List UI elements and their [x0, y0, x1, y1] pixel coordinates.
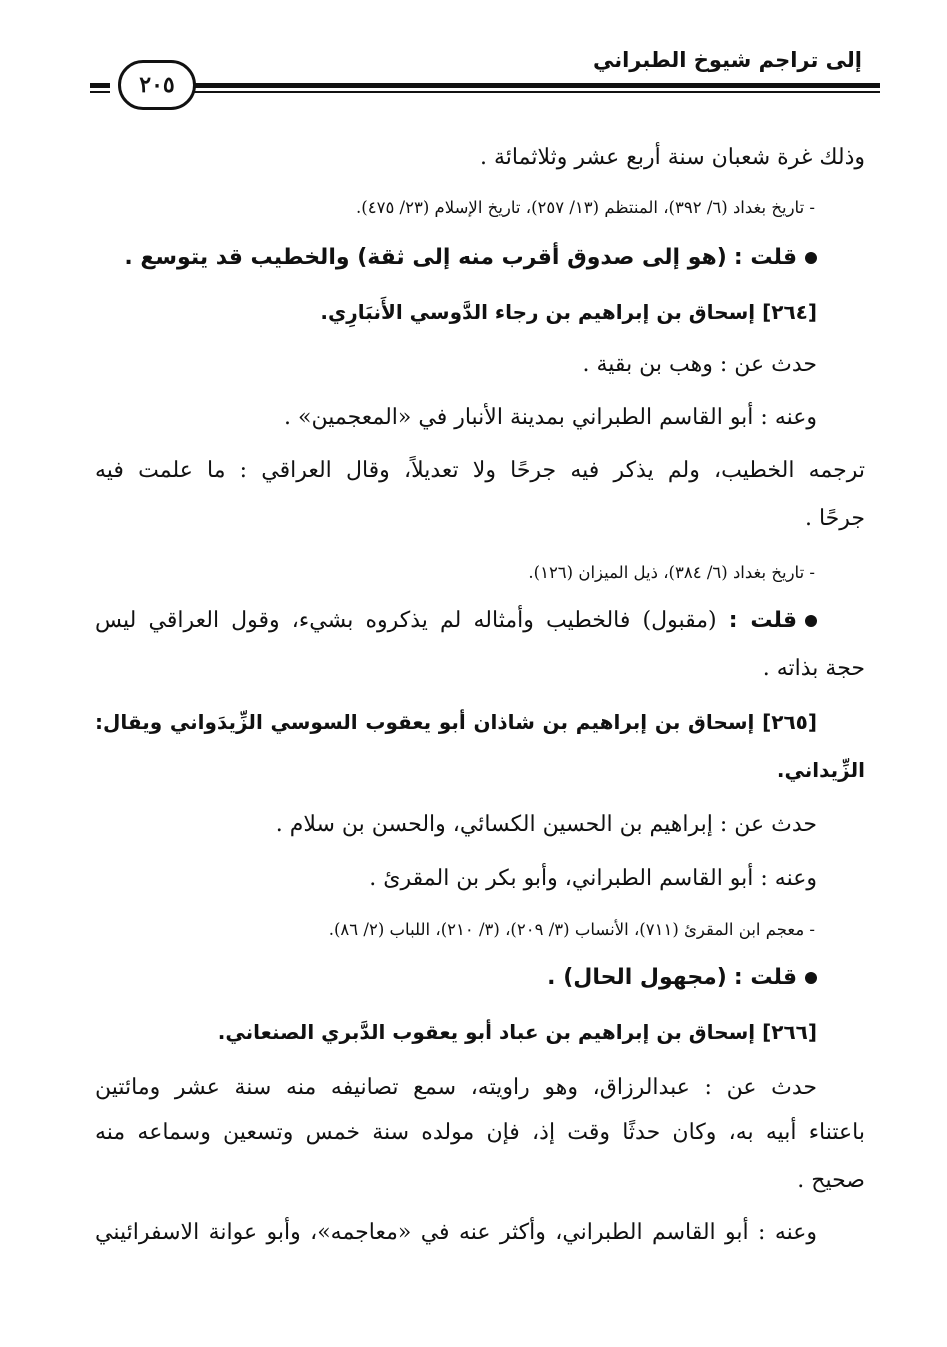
text-line: صحيح .: [797, 1168, 865, 1193]
page-header: [90, 40, 880, 110]
bullet-icon: [805, 972, 817, 984]
entry-heading: [٢٦٤] إسحاق بن إبراهيم بن رجاء الدَّوسي الأَنبَارِي.: [320, 300, 817, 324]
comment-label: قلت :: [733, 245, 797, 270]
comment-line: [124, 245, 817, 270]
entry-heading: [٢٦٥] إسحاق بن إبراهيم بن شاذان أبو يعقوب السوسي الزِّيدَواني ويقال:: [95, 710, 817, 734]
source-line: - تاريخ بغداد (٦/ ٣٨٤)، ذيل الميزان (١٢٦).: [528, 563, 815, 582]
entry-heading: [٢٦٦] إسحاق بن إبراهيم بن عباد أبو يعقوب الدَّبري الصنعاني.: [217, 1020, 817, 1044]
text-line: حدث عن : وهب بن بقية .: [582, 352, 817, 377]
text-line: وعنه : أبو القاسم الطبراني، وأبو بكر بن المقرئ .: [369, 866, 817, 891]
text-line: حدث عن : عبدالرزاق، وهو راويته، سمع تصانيفه منه سنة عشر ومائتين: [95, 1075, 817, 1100]
comment-text: (مقبول) فالخطيب وأمثاله لم يذكروه بشيء، وقول العراقي ليس: [95, 608, 717, 633]
text-line: باعتناء أبيه به، وكان حدثًا وقت إذ، فإن مولده سنة خمس وتسعين وسماعه منه: [95, 1120, 865, 1145]
bullet-icon: [805, 615, 817, 627]
header-rule-left: [90, 83, 110, 95]
text-line: وعنه : أبو القاسم الطبراني، وأكثر عنه في «معاجمه»، وأبو عوانة الاسفرائيني: [95, 1220, 817, 1245]
entry-heading-continued: الزِّيداني.: [776, 758, 865, 782]
comment-line: [95, 608, 817, 633]
text-line: جرحًا .: [804, 506, 865, 531]
running-title: إلى تراجم شيوخ الطبراني: [592, 48, 862, 72]
comment-text: (مجهول الحال) .: [547, 965, 727, 990]
text-line: وعنه : أبو القاسم الطبراني بمدينة الأنبار في «المعجمين» .: [284, 405, 817, 430]
header-rule: [190, 83, 880, 95]
bullet-icon: [805, 252, 817, 264]
text-line: حجة بذاته .: [762, 656, 865, 681]
source-line: - تاريخ بغداد (٦/ ٣٩٢)، المنتظم (١٣/ ٢٥٧)، تاريخ الإسلام (٢٣/ ٤٧٥).: [356, 198, 815, 217]
text-line: حدث عن : إبراهيم بن الحسين الكسائي، والحسن بن سلام .: [275, 812, 817, 837]
comment-text: (هو إلى صدوق أقرب منه إلى ثقة) والخطيب قد يتوسع .: [124, 245, 727, 270]
text-line: ترجمه الخطيب، ولم يذكر فيه جرحًا ولا تعديلاً، وقال العراقي : ما علمت فيه: [95, 458, 865, 483]
comment-label: قلت :: [728, 608, 798, 633]
text-line: وذلك غرة شعبان سنة أربع عشر وثلاثمائة .: [480, 145, 865, 170]
source-line: - معجم ابن المقرئ (٧١١)، الأنساب (٣/ ٢٠٩)، (٣/ ٢١٠)، اللباب (٢/ ٨٦).: [328, 920, 815, 939]
comment-line: [547, 965, 817, 990]
comment-label: قلت :: [733, 965, 797, 990]
page-number: ٢٠٥: [118, 60, 196, 110]
